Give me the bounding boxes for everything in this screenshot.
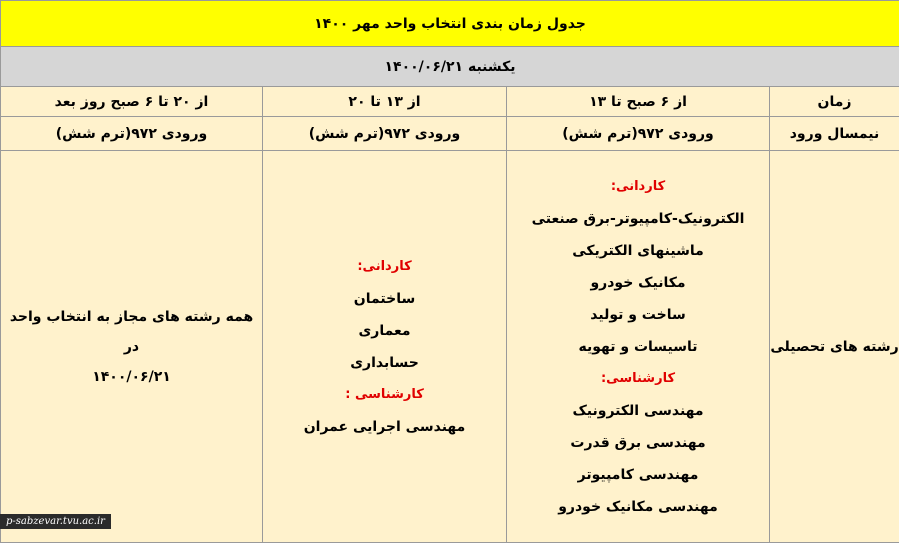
field-item: ماشینهای الکتریکی (507, 235, 769, 267)
field-item: ساختمان (263, 283, 506, 315)
category-kardani-label: کاردانی: (263, 251, 506, 283)
time-slot-1: از ۶ صبح تا ۱۳ (507, 87, 770, 117)
field-item: مکانیک خودرو (507, 267, 769, 299)
field-item: مهندسی برق قدرت (507, 427, 769, 459)
fields-slot-3 (1, 151, 263, 543)
field-item: مهندسی مکانیک خودرو (507, 491, 769, 523)
fields-slot-2 (263, 151, 507, 543)
site-watermark: p-sabzevar.tvu.ac.ir (0, 514, 111, 529)
category-karshenasi-label: کارشناسی: (507, 363, 769, 395)
field-item: تاسیسات و تهویه (507, 331, 769, 363)
field-item: ساخت و تولید (507, 299, 769, 331)
entry-slot-2: ورودی ۹۷۲(ترم شش) (263, 117, 507, 151)
all-fields-date: ۱۴۰۰/۰۶/۲۱ (1, 362, 262, 392)
field-item: مهندسی الکترونیک (507, 395, 769, 427)
field-item: مهندسی اجرایی عمران (263, 411, 506, 443)
time-slot-3: از ۲۰ تا ۶ صبح روز بعد (1, 87, 263, 117)
schedule-date: یکشنبه ۱۴۰۰/۰۶/۲۱ (1, 47, 899, 87)
all-fields-text: همه رشته های مجاز به انتخاب واحد (1, 302, 262, 332)
time-slot-2: از ۱۳ تا ۲۰ (263, 87, 507, 117)
entry-slot-1: ورودی ۹۷۲(ترم شش) (507, 117, 770, 151)
table-title: جدول زمان بندی انتخاب واحد مهر ۱۴۰۰ (1, 1, 899, 47)
field-item: الکترونیک-کامپیوتر-برق صنعتی (507, 203, 769, 235)
row-label-time: زمان (770, 87, 899, 117)
field-item: معماری (263, 315, 506, 347)
field-item: مهندسی کامپیوتر (507, 459, 769, 491)
fields-slot-1 (507, 151, 770, 543)
entry-slot-3: ورودی ۹۷۲(ترم شش) (1, 117, 263, 151)
all-fields-in: در (1, 332, 262, 362)
field-item: حسابداری (263, 347, 506, 379)
category-karshenasi-label: کارشناسی : (263, 379, 506, 411)
row-label-entry: نیمسال ورود (770, 117, 899, 151)
row-label-fields: رشته های تحصیلی (770, 151, 899, 543)
category-kardani-label: کاردانی: (507, 171, 769, 203)
